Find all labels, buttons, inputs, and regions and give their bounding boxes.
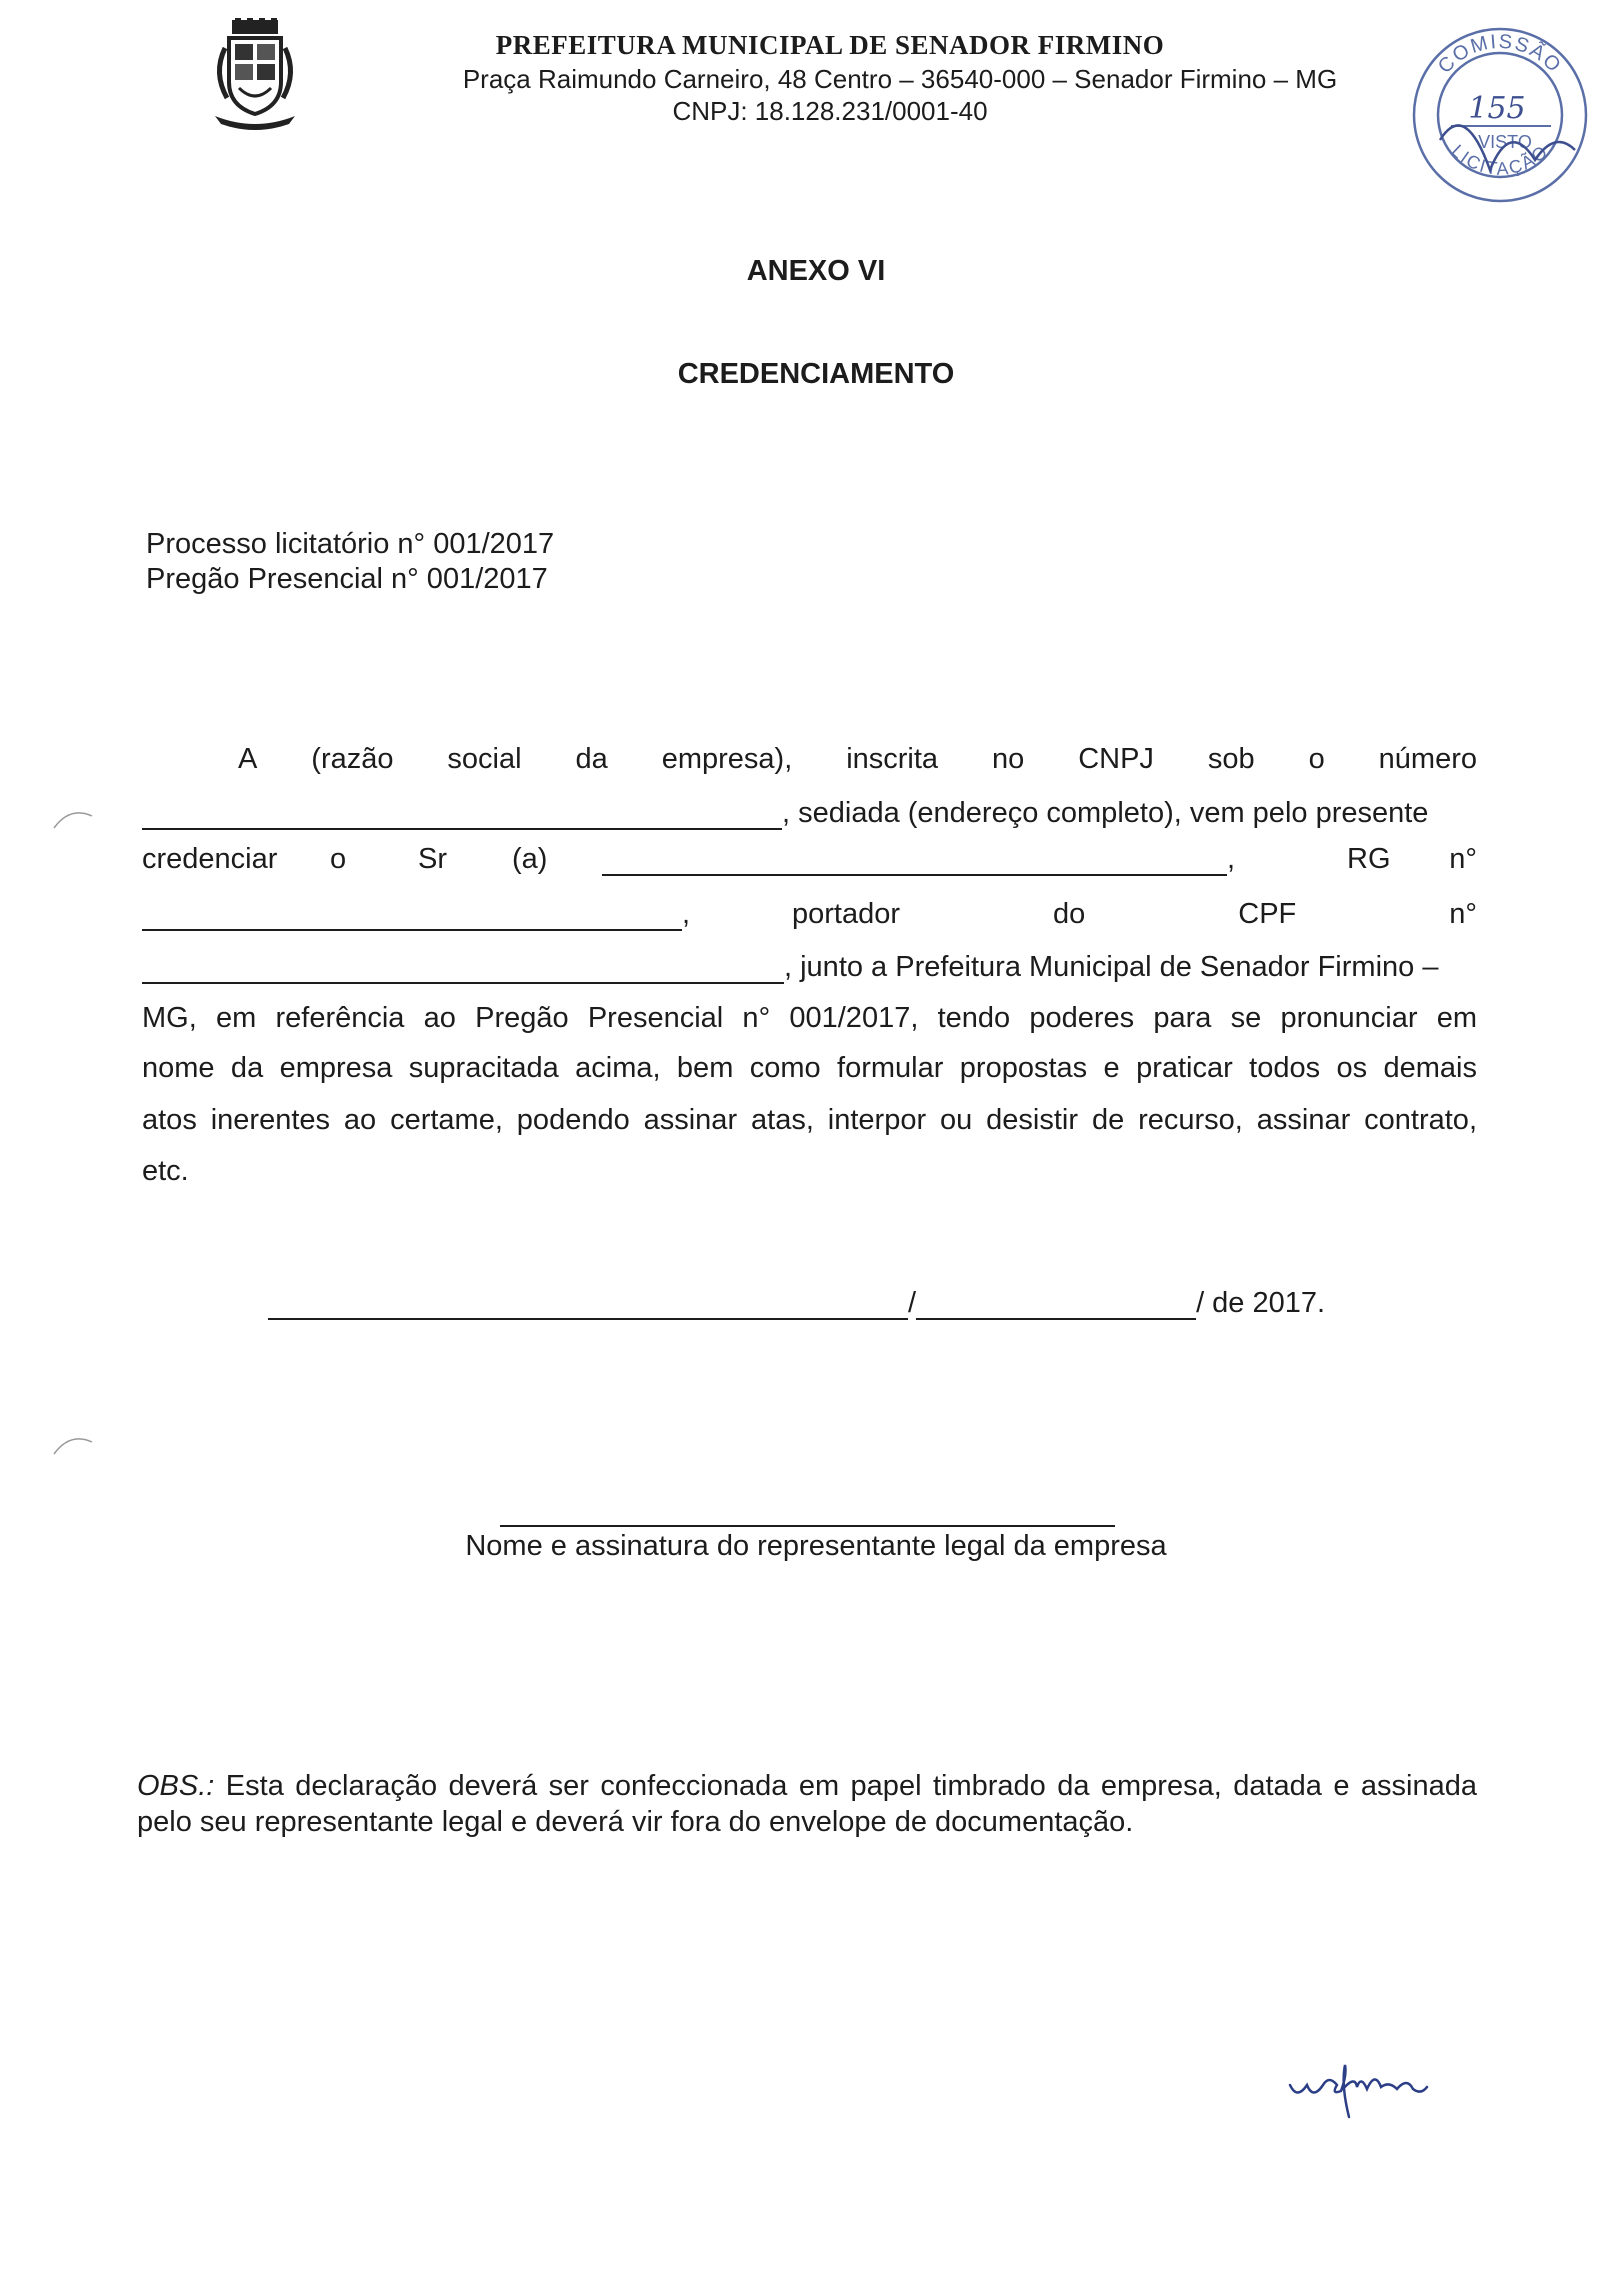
body-line-1 (142, 743, 1477, 776)
body-word: social (447, 743, 522, 775)
body-word: CPF (1238, 898, 1297, 930)
body-word: empresa), (661, 743, 793, 775)
body-word: (razão (311, 743, 394, 775)
body-word: o (1308, 743, 1325, 775)
body-word: (a) (512, 843, 548, 875)
body-line-3 (142, 843, 1477, 876)
body-line-2-text (782, 797, 1477, 830)
body-word: RG (1347, 843, 1391, 875)
punch-hole-mark (50, 802, 110, 832)
body-word: da (575, 743, 608, 775)
observation-label: OBS.: (137, 1770, 215, 1802)
body-line-2 (142, 797, 1477, 830)
body-line-5-tail: , junto a Prefeitura Municipal de Senador Firmino – (784, 951, 1439, 983)
auction-number: Pregão Presencial n° 001/2017 (146, 563, 548, 595)
body-line-5 (142, 951, 1477, 984)
body-line-7: nome da empresa supracitada acima, bem como formular propostas e praticar todos os demais (142, 1052, 1477, 1084)
rg-number-blank[interactable] (142, 907, 682, 931)
body-line-8: atos inerentes ao certame, podendo assinar atas, interpor ou desistir de recurso, assinar contrato, (142, 1104, 1477, 1136)
annex-title: ANEXO VI (746, 255, 886, 287)
body-line-6: MG, em referência ao Pregão Presencial n° 001/2017, tendo poderes para se pronunciar em (142, 1002, 1477, 1034)
header-title: PREFEITURA MUNICIPAL DE SENADOR FIRMINO (495, 30, 1165, 60)
body-word: sob (1207, 743, 1255, 775)
header-address: Praça Raimundo Carneiro, 48 Centro – 36540-000 – Senador Firmino – MG (462, 64, 1338, 94)
body-comma: , (682, 898, 691, 930)
body-word: Sr (418, 843, 447, 875)
body-word: no (992, 743, 1025, 775)
body-line-9: etc. (142, 1155, 189, 1187)
date-month-blank[interactable] (916, 1296, 1196, 1320)
date-city-day-blank[interactable] (268, 1296, 908, 1320)
observation-text: Esta declaração deverá ser confeccionada em papel timbrado da empresa, datada e assinada pelo seu representante legal e deverá vir fora do envelope de documentação. (137, 1770, 1477, 1838)
svg-text:COMISSÃO (1434, 31, 1566, 78)
signature-line[interactable] (500, 1525, 1115, 1527)
date-separator: / (908, 1287, 917, 1319)
body-word: n° (1449, 898, 1477, 930)
body-line-4-words (792, 898, 1477, 931)
body-word: CNPJ (1078, 743, 1154, 775)
body-comma: , (1227, 843, 1236, 875)
process-number: Processo licitatório n° 001/2017 (146, 528, 555, 560)
body-word: inscrita (846, 743, 939, 775)
stamp-visto: VISTO (1478, 132, 1532, 152)
stamp-top-text: COMISSÃO (1433, 30, 1567, 78)
body-word: n° (1449, 843, 1477, 875)
cpf-number-blank[interactable] (142, 960, 784, 984)
body-word: credenciar (142, 843, 278, 875)
body-line-4 (142, 898, 1477, 931)
body-word: portador (792, 898, 901, 930)
body-word: número (1378, 743, 1477, 775)
representative-name-blank[interactable] (602, 852, 1227, 876)
body-line-2-tail: , sediada (endereço completo), vem pelo presente (782, 797, 1429, 829)
date-year-text: / de 2017. (1196, 1287, 1326, 1319)
document-subtitle: CREDENCIAMENTO (677, 358, 955, 390)
date-line (268, 1287, 1348, 1320)
body-word: do (1053, 898, 1086, 930)
signature-label: Nome e assinatura do representante legal da empresa (465, 1530, 1167, 1562)
header-cnpj: CNPJ: 18.128.231/0001-40 (672, 96, 988, 126)
body-word: A (238, 743, 258, 775)
body-word: o (330, 843, 347, 875)
commission-stamp (1405, 20, 1595, 210)
municipal-coat-of-arms-icon (205, 18, 305, 136)
observation-note (137, 1768, 1477, 1840)
stamp-bottom-text: LICITAÇÃO (1447, 140, 1553, 179)
punch-hole-mark (50, 1428, 110, 1458)
company-cnpj-blank[interactable] (142, 806, 782, 830)
handwritten-initials-icon (1285, 2055, 1435, 2125)
stamp-number: 155 (1468, 91, 1526, 126)
